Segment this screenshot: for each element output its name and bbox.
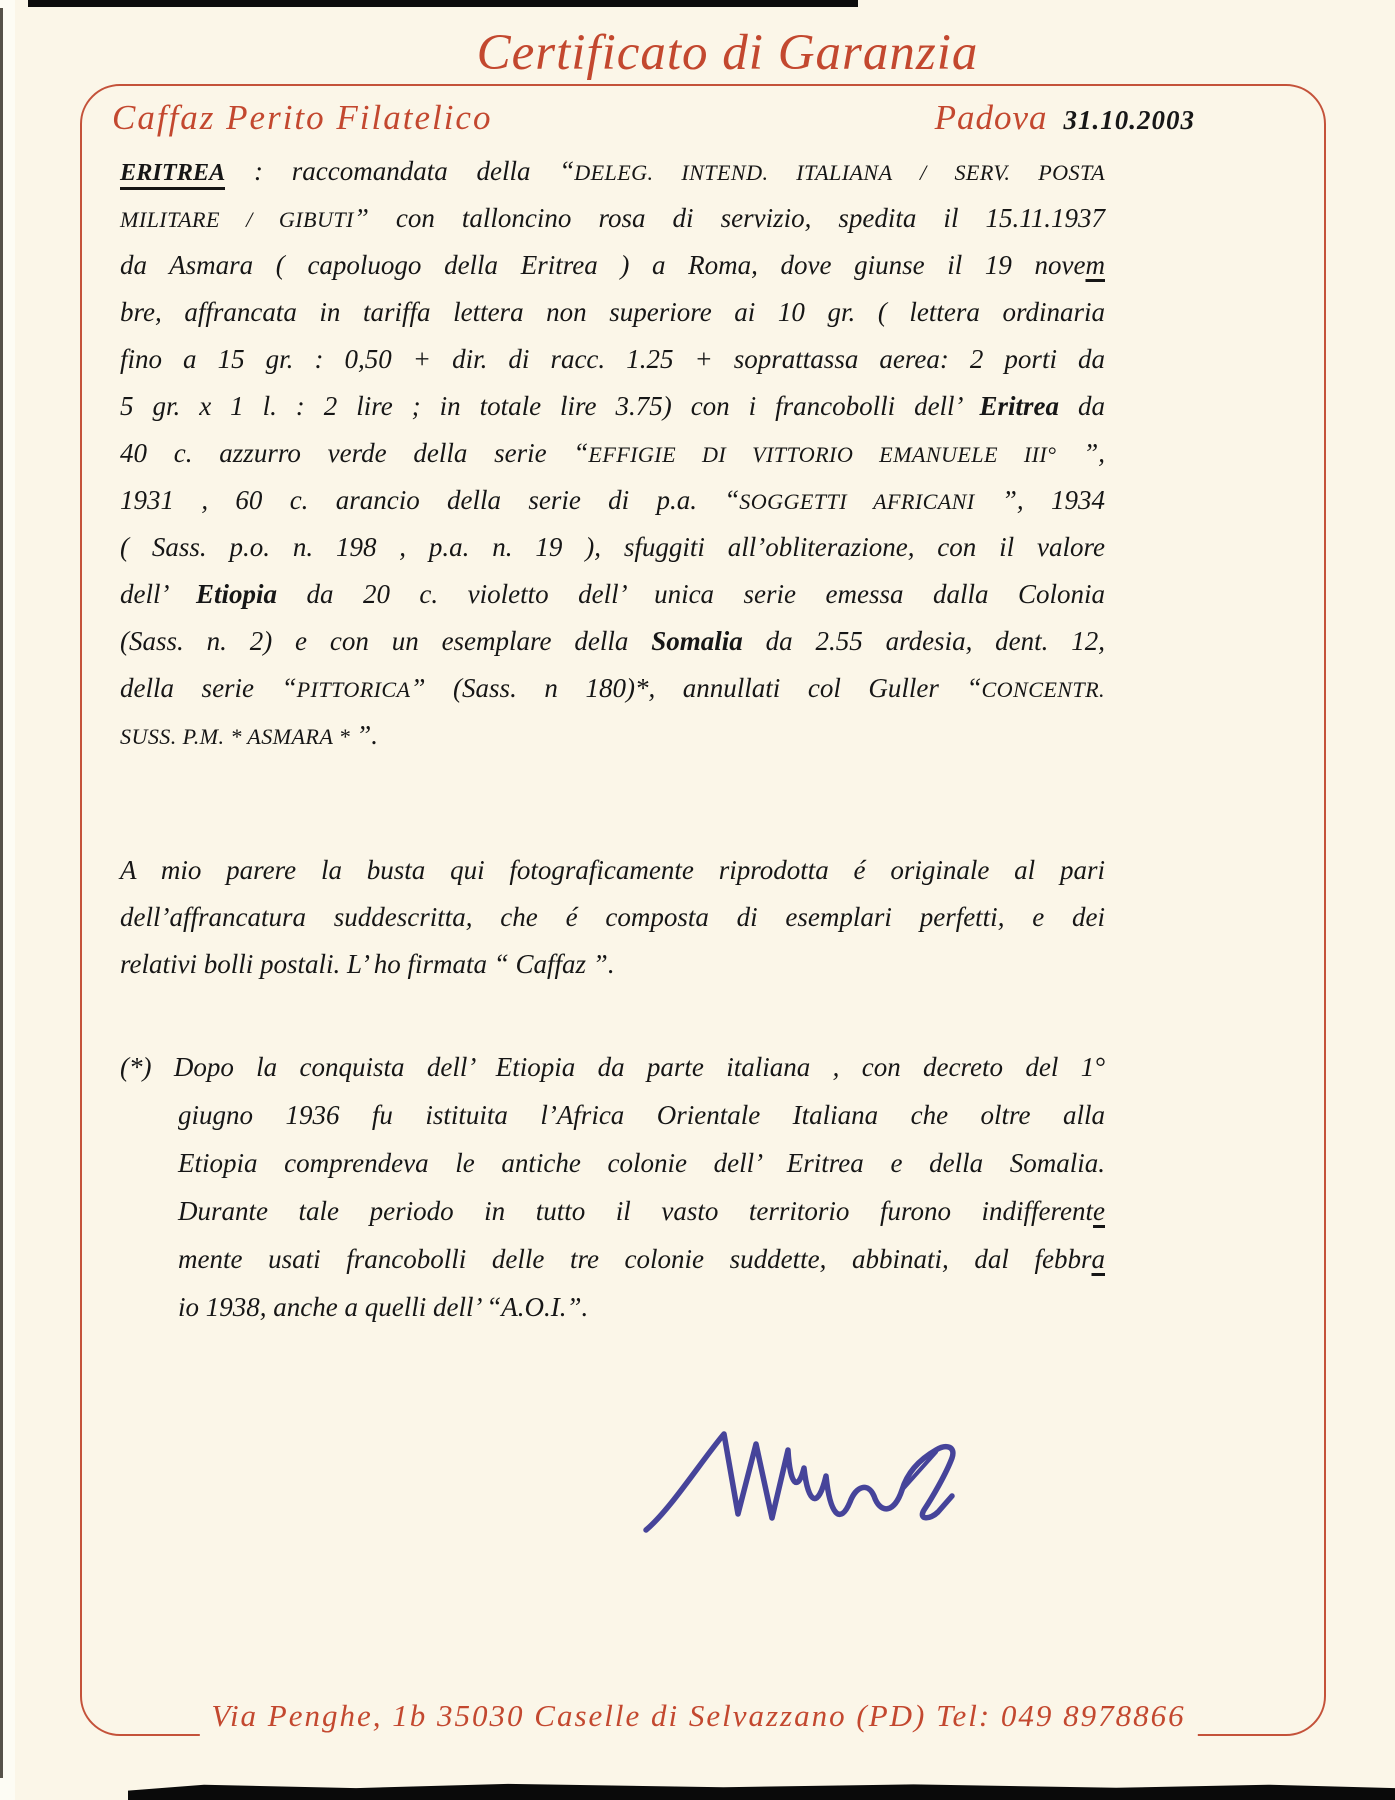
text-segment: ” con talloncino rosa di servizio, spedita il 15.11.1937 [353, 203, 1105, 233]
certificate-header [112, 98, 1195, 138]
text-segment: e [1093, 1196, 1105, 1226]
text-segment: dell’affrancatura suddescritta, che é composta di esemplari perfetti, e dei [120, 902, 1105, 932]
text-segment: ( Sass. p.o. n. 198 , p.a. n. 19 ), sfuggiti all’obliterazione, con il valore [120, 532, 1105, 562]
text-segment: CONCENTR. [981, 677, 1105, 702]
text-line [120, 1283, 1105, 1331]
text-segment: (*) Dopo la conquista dell’ Etiopia da parte italiana , con decreto del 1° [120, 1052, 1105, 1082]
text-segment: ”, 1934 [974, 485, 1105, 515]
text-segment: m [1085, 250, 1105, 280]
text-line [120, 1235, 1105, 1283]
expert-name: Caffaz Perito Filatelico [112, 98, 493, 137]
text-line [120, 894, 1105, 941]
scan-artifact-top-strip [28, 0, 858, 7]
text-line [120, 195, 1105, 242]
text-segment: della serie “ [120, 673, 297, 703]
text-line [120, 383, 1105, 430]
text-segment: (Sass. n. 2) e con un esemplare della [120, 626, 652, 656]
text-segment: dell’ [120, 579, 196, 609]
text-line [120, 1187, 1105, 1235]
text-segment: ”, [1056, 438, 1105, 468]
footer-address: Via Penghe, 1b 35030 Caselle di Selvazzano (PD) Tel: 049 8978866 [199, 1694, 1197, 1738]
text-segment: SUSS. P.M. * ASMARA * [120, 724, 357, 749]
text-line [120, 524, 1105, 571]
scan-artifact-left-edge-line [0, 8, 3, 1778]
text-line [120, 242, 1105, 289]
footnote-paragraph [120, 1043, 1105, 1331]
text-segment: SOGGETTI AFRICANI [739, 489, 975, 514]
text-segment: da 20 c. violetto dell’ unica serie emessa dalla Colonia [276, 579, 1105, 609]
text-segment: io 1938, anche a quelli dell’ “A.O.I.”. [178, 1292, 589, 1322]
text-segment: 5 gr. x 1 l. : 2 lire ; in totale lire 3.75) con i francobolli dell’ [120, 391, 980, 421]
text-segment: da Asmara ( capoluogo della Eritrea ) a Roma, dove giunse il 19 nove [120, 250, 1086, 280]
text-segment: DELEG. INTEND. ITALIANA / SERV. POSTA [574, 160, 1105, 185]
text-segment: Eritrea [979, 391, 1060, 421]
text-segment: ERITREA [120, 159, 225, 190]
text-line [120, 477, 1105, 524]
text-segment: MILITARE / GIBUTI [120, 207, 354, 232]
text-segment: fino a 15 gr. : 0,50 + dir. di racc. 1.25 + soprattassa aerea: 2 porti da [120, 344, 1105, 374]
text-line [120, 618, 1105, 665]
certificate-title: Certificato di Garanzia [461, 24, 995, 82]
text-segment: EFFIGIE DI VITTORIO EMANUELE III° [588, 442, 1057, 467]
text-line [120, 712, 1105, 759]
text-segment: mente usati francobolli delle tre colonie suddette, abbinati, dal febbr [178, 1244, 1092, 1274]
text-line [120, 289, 1105, 336]
text-segment: giugno 1936 fu istituita l’Africa Orientale Italiana che oltre alla [178, 1100, 1105, 1130]
text-segment: Somalia [651, 626, 743, 656]
text-line [120, 148, 1105, 195]
place: Padova [934, 98, 1048, 137]
place-and-date [935, 98, 1195, 138]
text-segment: Etiopia [195, 579, 277, 609]
text-segment: ” (Sass. n 180)*, annullati col Guller “ [410, 673, 982, 703]
text-segment: da 2.55 ardesia, dent. 12, [742, 626, 1106, 656]
text-line [120, 571, 1105, 618]
certificate-body [120, 148, 1105, 1331]
text-line [120, 941, 1105, 988]
text-line [120, 665, 1105, 712]
expert-signature [640, 1418, 980, 1548]
text-segment: : raccomandata della “ [225, 156, 575, 186]
text-segment: relativi bolli postali. L’ ho firmata “ Caffaz ”. [120, 949, 615, 979]
text-segment: ”. [356, 720, 378, 750]
description-paragraph [120, 148, 1105, 759]
text-segment: Etiopia comprendeva le antiche colonie dell’ Eritrea e della Somalia. [178, 1148, 1105, 1178]
text-segment: PITTORICA [296, 677, 411, 702]
text-line [120, 847, 1105, 894]
text-segment: 1931 , 60 c. arancio della serie di p.a. “ [120, 485, 740, 515]
text-segment: Durante tale periodo in tutto il vasto territorio furono indifferent [178, 1196, 1094, 1226]
date: 31.10.2003 [1063, 105, 1195, 135]
text-line [120, 1139, 1105, 1187]
text-line [120, 1043, 1105, 1091]
scan-artifact-bottom-strip [128, 1783, 1395, 1800]
text-line [120, 1091, 1105, 1139]
text-segment: a [1091, 1244, 1105, 1274]
opinion-paragraph [120, 847, 1105, 988]
text-segment: da [1059, 391, 1106, 421]
text-line [120, 430, 1105, 477]
text-segment: bre, affrancata in tariffa lettera non superiore ai 10 gr. ( lettera ordinaria [120, 297, 1105, 327]
text-segment: A mio parere la busta qui fotograficamente riprodotta é originale al pari [120, 855, 1105, 885]
text-line [120, 336, 1105, 383]
text-segment: 40 c. azzurro verde della serie “ [120, 438, 589, 468]
